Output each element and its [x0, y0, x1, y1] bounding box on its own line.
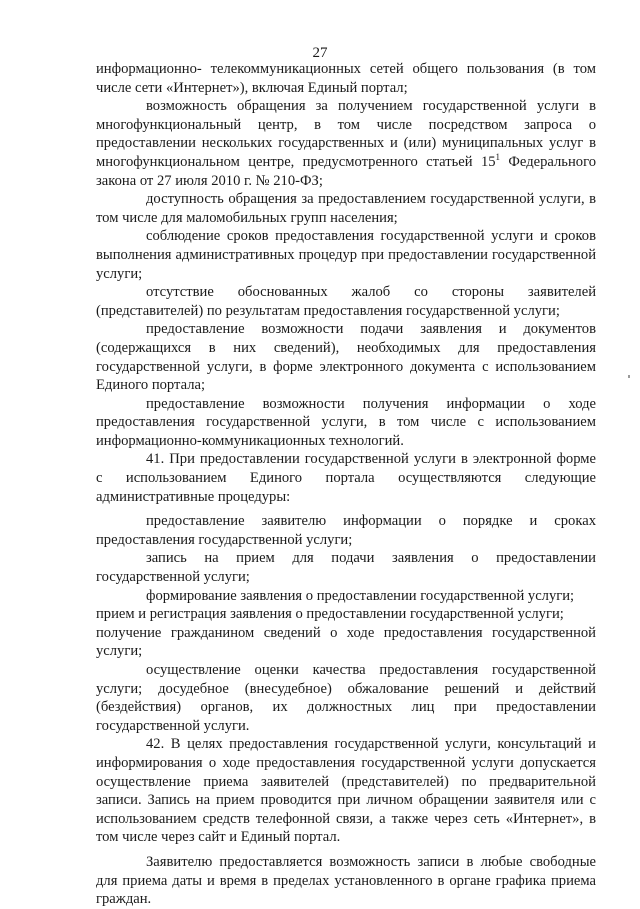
paragraph-16: Заявителю предоставляется возможность записи в любые свободные для приема даты и время в пределах установленного в органе графика приема граждан.: [96, 853, 596, 908]
paragraph-3: доступность обращения за предоставлением государственной услуги, в том числе для маломобильных групп населения;: [96, 191, 596, 226]
paragraph-13: получение гражданином сведений о ходе предоставления государственной услуги;: [96, 624, 596, 660]
document-body: [96, 60, 596, 909]
paragraph-7: предоставление возможности получения информации о ходе предоставления государственной услуги, в том числе с использованием информационно-коммуникационных технологий.: [96, 395, 596, 449]
paragraph-14: осуществление оценки качества предоставления государственной услуги; досудебное (внесудебное) обжалование решений и действий (бездействия) органов, их должностных лиц при предоставлении государственной услуги.: [96, 662, 596, 734]
paragraph-5: отсутствие обоснованных жалоб со стороны заявителей (представителей) по результатам предоставления государственной услуги;: [96, 284, 596, 319]
paragraph-2: [96, 97, 596, 190]
paragraph-12: прием и регистрация заявления о предоставлении государственной услуги;: [96, 606, 564, 623]
footnote-ref: 1: [495, 152, 501, 163]
paragraph-2-tail: Федерального закона от 27 июля 2010 г. № 210-ФЗ;: [96, 153, 596, 189]
paragraph-8: 41. При предоставлении государственной услуги в электронной форме с использованием Единого портала осуществляются следующие административные процедуры:: [96, 451, 596, 505]
paragraph-11: формирование заявления о предоставлении государственной услуги;: [146, 587, 575, 604]
paragraph-9: предоставление заявителю информации о порядке и сроках предоставления государственной услуги;: [96, 513, 596, 548]
page-number: 27: [312, 45, 328, 61]
scan-edge-mark: [628, 375, 630, 378]
paragraph-10: запись на прием для подачи заявления о предоставлении государственной услуги;: [96, 550, 596, 586]
paragraph-15: 42. В целях предоставления государственной услуги, консультаций и информирования о ходе предоставления государственной услуги допускается осуществление приема заявителей (представителей) по предварительной записи. Запись на прием проводится при личном обращении заявителя или с использованием средств телефонной связи, а также через сеть «Интернет», в том числе через сайт и Единый портал.: [96, 736, 596, 846]
paragraph-1: информационно- телекоммуникационных сетей общего пользования (в том числе сети «Интернет»), включая Единый портал;: [96, 61, 596, 96]
paragraph-6: предоставление возможности подачи заявления и документов (содержащихся в них сведений), необходимых для предоставления государственной услуги, в форме электронного документа с использованием Единого портала;: [96, 321, 596, 394]
paragraph-4: соблюдение сроков предоставления государственной услуги и сроков выполнения административных процедур при предоставлении государственной услуги;: [96, 228, 596, 282]
paragraph-2-text: возможность обращения за получением государственной услуги в многофункциональный центр, в том числе посредством запроса о предоставлении нескольких государственных и (или) муниципальных услуг в многофункциональном центре, предусмотренного статьей 15: [96, 98, 596, 170]
